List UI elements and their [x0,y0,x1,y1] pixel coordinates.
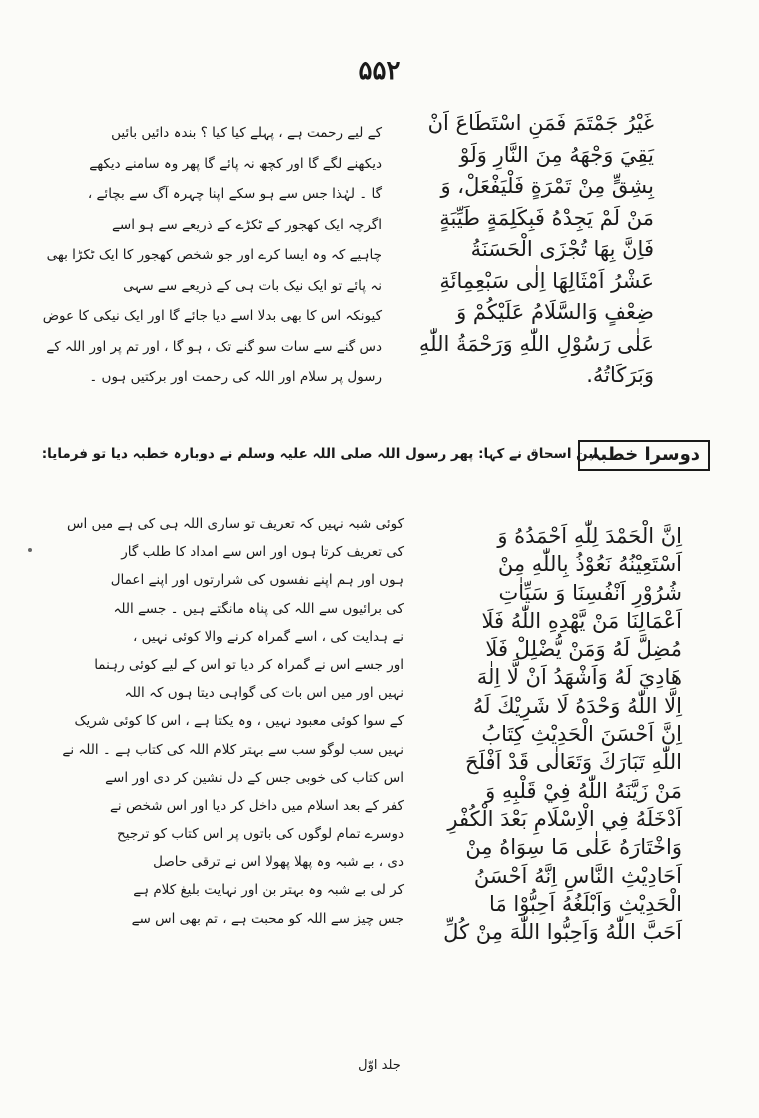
page-number: ۵۵۲ [358,56,401,86]
arabic-line: اللّٰهِ تَبَارَكَ وَتَعَالٰى قَدْ اَفْلَحَ [464,750,682,775]
urdu-line: گا ۔ لہٰذا جس سے ہو سکے اپنا چہرہ آگ سے بچائے ، [87,186,382,202]
arabic-line: عَشْرُ اَمْثَالِهَا اِلٰى سَبْعِمِائَةِ [439,268,654,293]
arabic-line: فَاِنَّ بِهَا تُجْزَى الْحَسَنَةُ [470,237,654,261]
urdu-line: اس کتاب کی خوبی جس کے دل نشین کر دی اور اسے [105,769,404,786]
urdu-line: دوسرے تمام لوگوں کی باتوں پر اس کتاب کو ترجیح [117,826,404,843]
arabic-line: اِنَّ اَحْسَنَ الْحَدِيْثِ كِتَابُ [481,722,682,747]
arabic-line: اِنَّ الْحَمْدَ لِلّٰهِ اَحْمَدُهُ وَ [497,524,682,548]
urdu-line: نہیں اور میں اس بات کی گواہی دیتا ہوں کہ اللہ [124,685,404,702]
urdu-line: دیکھنے لگے گا اور کچھ نہ پائے گا پھر وہ سامنے دیکھے [89,155,382,172]
urdu-translation-bottom [62,510,404,933]
arabic-line: هَادِيَ لَهُ وَاَشْهَدُ اَنْ لَّا اِلٰهَ [476,665,682,690]
arabic-line: اَعْمَالِنَا مَنْ يَّهْدِهِ اللّٰهُ فَلَا [481,608,682,633]
arabic-line: عَلٰى رَسُوْلِ اللّٰهِ وَرَحْمَةُ اللّٰهِ [418,331,654,356]
urdu-line: اور جسے اس نے گمراہ کر دیا تو اس کے لیے کوئی رہنما [94,656,404,673]
urdu-line: نہیں سب لوگو سب سے بہتر کلام اللہ کی کتاب ہے ۔ اللہ نے [62,741,404,758]
arabic-line: مُضِلَّ لَهُ وَمَنْ يُّضْلِلْ فَلَا [485,637,682,662]
arabic-text-bottom [418,522,682,946]
scan-speck [28,548,32,552]
volume-footer: جلد اوّل [358,1058,401,1073]
arabic-line: يَقِيَ وَجْهَهُ مِنَ النَّارِ وَلَوْ [459,142,654,167]
arabic-line: اَحَادِيْثِ النَّاسِ اِنَّهُ اَحْسَنُ [473,863,682,888]
urdu-line: کی برائیوں سے اللہ کی پناہ مانگتے ہیں ۔ جسے اللہ [113,600,404,617]
arabic-line: وَاخْتَارَهُ عَلٰى مَا سِوَاهُ مِنْ [465,835,682,860]
urdu-line: اگرچہ ایک کھجور کے ٹکڑے کے ذریعے سے ہو اسے [112,216,382,233]
urdu-line: کے لیے رحمت ہے ، پہلے کیا کیا ؟ بندہ دائیں بائیں [111,125,382,141]
arabic-line: ضِعْفٍ وَالسَّلَامُ عَلَيْكُمْ وَ [456,300,654,324]
urdu-line: ہوں اور ہم اپنے نفسوں کی شرارتوں اور اپنے اعمال [110,572,404,589]
arabic-line: مَنْ زَيَّنَهُ اللّٰهُ فِيْ قَلْبِهِ وَ [485,778,682,803]
section-intro: ابن اسحاق نے کہا: پھر رسول اللہ صلی اللہ علیہ وسلم نے دوبارہ خطبہ دیا تو فرمایا: [41,446,598,462]
urdu-line: دس گنے سے سات سو گنے تک ، ہو گا ، اور تم پر اور اللہ کے [46,338,382,355]
arabic-line: اَدْخَلَهُ فِي الْاِسْلَامِ بَعْدَ الْكُفْرِ [447,806,682,831]
arabic-text-top [392,108,654,392]
arabic-line: الْحَدِيْثِ وَاَبْلَغُهُ اَحِبُّوْا مَا [489,891,682,916]
urdu-line: کے سوا کوئی معبود نہیں ، وہ یکتا ہے ، اس کا کوئی شریک [74,713,404,730]
arabic-line: غَيْرُ جَمْتَمَ فَمَنِ اسْتَطَاعَ اَنْ [427,111,654,135]
section-heading-row [41,440,710,480]
urdu-line: دی ، بے شبہ وہ پھلا پھولا اس نے ترقی حاصل [153,854,404,871]
urdu-line: کر لی بے شبہ وہ بہتر بن اور نہایت بلیغ کلام ہے [133,882,404,899]
urdu-line: چاہیے کہ وہ ایسا کرے اور جو شخص کھجور کا ایک ٹکڑا بھی [46,247,382,263]
section-heading: دوسرا خطبہ [578,440,710,471]
urdu-line: رسول پر سلام اور اللہ کی رحمت اور برکتیں ہوں ۔ [89,369,382,385]
urdu-line: جس چیز سے اللہ کو محبت ہے ، تم بھی اس سے [131,910,404,927]
urdu-line: نہ پائے تو ایک نیک بات ہی کے ذریعے سے سہی [123,277,382,294]
urdu-line: نے ہدایت کی ، اسے گمراہ کرنے والا کوئی نہیں ، [133,628,404,645]
arabic-line: شُرُوْرِ اَنْفُسِنَا وَ سَيِّاٰتِ [498,580,682,605]
urdu-line: کی تعریف کرتا ہوں اور اس سے امداد کا طلب گار [121,544,404,561]
urdu-translation-top [42,118,382,393]
urdu-line: کیونکہ اس کا بھی بدلا اسے دیا جائے گا اور ایک نیکی کا عوض [42,308,382,324]
urdu-line: کوئی شبہ نہیں کہ تعریف تو سارى اللہ ہی کی ہے میں اس [67,516,404,532]
arabic-line: اَحَبَّ اللّٰهُ وَاَحِبُّوا اللّٰهَ مِنْ كُلِّ [443,920,682,945]
urdu-line: کفر کے بعد اسلام میں داخل کر دیا اور اس شخص نے [109,797,404,814]
arabic-line: اَسْتَعِيْنُهُ نَعُوْذُ بِاللّٰهِ مِنْ [497,552,682,577]
arabic-line: مَنْ لَمْ يَجِدْهُ فَبِكَلِمَةٍ طَيِّبَةٍ [439,205,654,230]
arabic-line: اِلَّا اللّٰهُ وَحْدَهُ لَا شَرِيْكَ لَهُ [472,693,682,718]
arabic-line: وَبَرَكَاتُهُ. [586,363,654,387]
arabic-line: بِشِقٍّ مِنْ تَمْرَةٍ فَلْيَفْعَلْ، وَ [440,174,654,198]
